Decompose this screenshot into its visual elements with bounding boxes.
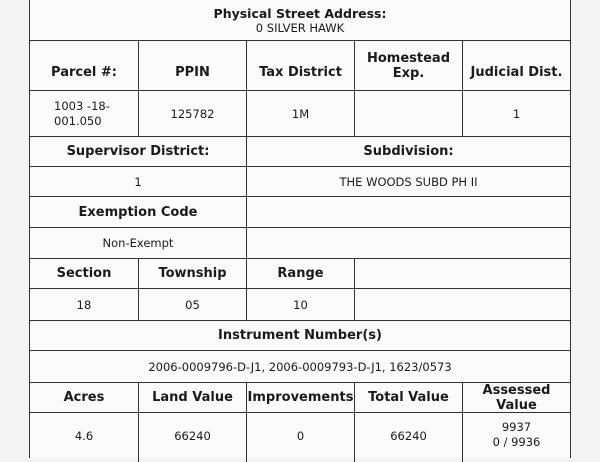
- township-header: Township: [138, 259, 246, 288]
- parcel-number-value: [30, 91, 138, 136]
- tax-district-header: Tax District: [246, 41, 354, 90]
- improvements-header: Improvements: [246, 383, 354, 412]
- exemption-code-header: Exemption Code: [78, 204, 198, 220]
- land-value-header: Land Value: [138, 383, 246, 412]
- exemption-header-row: [30, 196, 570, 227]
- supervisor-district-value: 1: [134, 174, 142, 189]
- district-values-row: [30, 166, 570, 196]
- value-header-row: [30, 382, 570, 412]
- district-header-row: [30, 136, 570, 166]
- supervisor-district-header: Supervisor District:: [66, 144, 210, 159]
- instrument-numbers-header: Instrument Number(s): [218, 328, 382, 343]
- assessed-value-line1: 9937: [501, 420, 532, 434]
- subdivision-value: THE WOODS SUBD PH II: [246, 167, 570, 196]
- acres-value: 4.6: [74, 429, 94, 443]
- instrument-header-row: [30, 320, 570, 350]
- exemption-empty-cell: [246, 197, 570, 227]
- parcel-number-header: Parcel #:: [51, 65, 117, 80]
- instrument-value-row: [30, 350, 570, 382]
- total-value-header: Total Value: [354, 383, 462, 412]
- parcel-number-line1: 1003 -18-: [54, 98, 110, 113]
- address-row: [30, 0, 570, 40]
- ppin-header: PPIN: [138, 41, 246, 90]
- location-header-empty-cell: [354, 259, 570, 288]
- assessed-value-line2: 0 / 9936: [492, 435, 541, 449]
- exemption-value-row: [30, 227, 570, 258]
- assessed-value-header: Assessed Value: [462, 383, 570, 412]
- total-value-value: 66240: [354, 413, 462, 462]
- township-value: 05: [138, 289, 246, 320]
- homestead-header: [354, 41, 462, 90]
- acres-header: Acres: [63, 390, 105, 405]
- address-label: Physical Street Address:: [213, 6, 387, 21]
- improvements-value: 0: [246, 413, 354, 462]
- instrument-numbers-value: 2006-0009796-D-J1, 2006-0009793-D-J1, 1623/0573: [148, 359, 452, 374]
- homestead-header-line1: Homestead: [366, 50, 451, 66]
- parcel-header-row: [30, 40, 570, 90]
- location-value-empty-cell: [354, 289, 570, 320]
- address-value: 0 SILVER HAWK: [255, 21, 345, 35]
- parcel-number-line2: 001.050: [54, 113, 102, 128]
- exemption-value-empty-cell: [246, 228, 570, 258]
- exemption-code-value: Non-Exempt: [102, 236, 174, 250]
- parcel-record-sheet: [29, 0, 571, 458]
- subdivision-header: Subdivision:: [246, 137, 570, 166]
- tax-district-value: 1M: [246, 91, 354, 136]
- assessed-value-value: [462, 413, 570, 462]
- homestead-value: [354, 91, 462, 136]
- range-value: 10: [246, 289, 354, 320]
- land-value-value: 66240: [138, 413, 246, 462]
- judicial-district-header: Judicial Dist.: [462, 41, 570, 90]
- parcel-values-row: [30, 90, 570, 136]
- range-header: Range: [246, 259, 354, 288]
- section-header: Section: [56, 266, 112, 281]
- judicial-district-value: 1: [462, 91, 570, 136]
- ppin-value: 125782: [138, 91, 246, 136]
- location-header-row: [30, 258, 570, 288]
- value-values-row: [30, 412, 570, 462]
- section-value: 18: [76, 297, 92, 312]
- location-values-row: [30, 288, 570, 320]
- homestead-header-line2: Exp.: [392, 65, 425, 81]
